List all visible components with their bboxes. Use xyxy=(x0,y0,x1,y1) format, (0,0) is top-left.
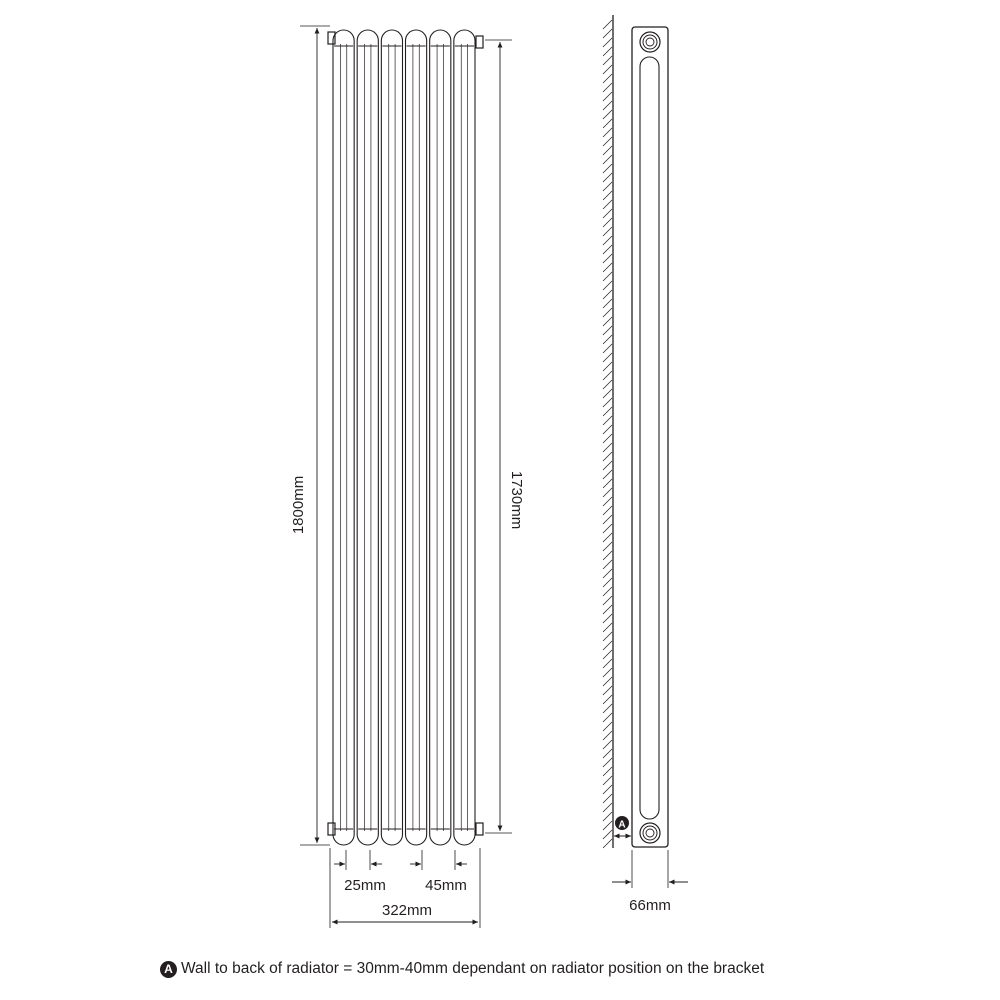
hatch-line xyxy=(603,281,612,290)
hatch-line xyxy=(603,479,612,488)
footnote xyxy=(160,958,764,980)
hatch-line xyxy=(603,155,612,164)
bottom-left-valve xyxy=(328,823,335,835)
hatch-line xyxy=(603,551,612,560)
hatch-line xyxy=(603,290,612,299)
top-left-valve xyxy=(328,32,335,44)
hatch-line xyxy=(603,623,612,632)
hatch-line xyxy=(603,389,612,398)
side-view xyxy=(603,15,688,914)
hatch-line xyxy=(603,110,612,119)
hatch-line xyxy=(603,461,612,470)
hatch-line xyxy=(603,659,612,668)
hatch-line xyxy=(603,785,612,794)
hatch-line xyxy=(603,578,612,587)
height-label: 1800mm xyxy=(290,475,307,535)
footnote-text: Wall to back of radiator = 30mm-40mm dependant on radiator position on the bracket xyxy=(181,960,765,977)
hatch-line xyxy=(603,407,612,416)
centres-dimension xyxy=(485,40,525,833)
hatch-line xyxy=(603,227,612,236)
hatch-line xyxy=(603,821,612,830)
column-outline xyxy=(454,30,475,845)
hatch-line xyxy=(603,758,612,767)
hatch-line xyxy=(603,308,612,317)
depth-dimension xyxy=(612,850,688,914)
hatch-line xyxy=(603,236,612,245)
depth-label: 66mm xyxy=(629,897,671,914)
hatch-line xyxy=(603,200,612,209)
hatch-line xyxy=(603,488,612,497)
hatch-line xyxy=(603,452,612,461)
radiator-side-profile xyxy=(632,27,668,847)
hatch-line xyxy=(603,731,612,740)
hatch-line xyxy=(603,740,612,749)
hatch-line xyxy=(603,677,612,686)
hatch-line xyxy=(603,380,612,389)
radiator-column xyxy=(406,30,427,845)
column-dimension xyxy=(410,864,467,894)
hatch-line xyxy=(603,767,612,776)
width-label: 322mm xyxy=(381,902,433,919)
hatch-line xyxy=(603,128,612,137)
hatch-line xyxy=(603,209,612,218)
radiator-column xyxy=(430,30,451,845)
bottom-right-valve xyxy=(476,823,483,835)
hatch-line xyxy=(603,20,612,29)
hatch-line xyxy=(603,272,612,281)
hatch-line xyxy=(603,794,612,803)
hatch-line xyxy=(603,596,612,605)
wall-hatching xyxy=(603,20,612,848)
hatch-line xyxy=(603,650,612,659)
hatch-line xyxy=(603,317,612,326)
hatch-line xyxy=(603,614,612,623)
wall-gap-marker: A xyxy=(618,819,626,831)
column-outline xyxy=(381,30,402,845)
hatch-line xyxy=(603,398,612,407)
hatch-line xyxy=(603,164,612,173)
hatch-line xyxy=(603,830,612,839)
hatch-line xyxy=(603,704,612,713)
hatch-line xyxy=(603,101,612,110)
hatch-line xyxy=(603,137,612,146)
hatch-line xyxy=(603,263,612,272)
hatch-line xyxy=(603,92,612,101)
hatch-line xyxy=(603,344,612,353)
footnote-marker: A xyxy=(160,961,177,978)
height-dimension xyxy=(290,26,330,845)
wall xyxy=(603,15,613,848)
hatch-line xyxy=(603,668,612,677)
width-dimension xyxy=(332,902,478,922)
column-outline xyxy=(357,30,378,845)
hatch-line xyxy=(603,326,612,335)
centres-label: 1730mm xyxy=(508,470,525,530)
hatch-line xyxy=(603,605,612,614)
hatch-line xyxy=(603,38,612,47)
hatch-line xyxy=(603,569,612,578)
hatch-line xyxy=(603,524,612,533)
hatch-line xyxy=(603,74,612,83)
hatch-line xyxy=(603,542,612,551)
column-outline xyxy=(430,30,451,845)
hatch-line xyxy=(603,146,612,155)
hatch-line xyxy=(603,65,612,74)
hatch-line xyxy=(603,119,612,128)
bottom-valve-circle xyxy=(640,823,660,843)
hatch-line xyxy=(603,695,612,704)
hatch-line xyxy=(603,245,612,254)
hatch-line xyxy=(603,776,612,785)
hatch-line xyxy=(603,218,612,227)
hatch-line xyxy=(603,515,612,524)
hatch-line xyxy=(603,686,612,695)
column-label: 45mm xyxy=(425,877,467,894)
hatch-line xyxy=(603,812,612,821)
hatch-line xyxy=(603,56,612,65)
hatch-line xyxy=(603,362,612,371)
hatch-line xyxy=(603,641,612,650)
hatch-line xyxy=(603,713,612,722)
radiator-column xyxy=(381,30,402,845)
hatch-line xyxy=(603,191,612,200)
hatch-line xyxy=(603,182,612,191)
hatch-line xyxy=(603,371,612,380)
hatch-line xyxy=(603,533,612,542)
hatch-line xyxy=(603,425,612,434)
hatch-line xyxy=(603,434,612,443)
wall-gap-dimension xyxy=(614,816,631,836)
column-outline xyxy=(333,30,354,845)
radiator-columns xyxy=(333,30,475,845)
hatch-line xyxy=(603,29,612,38)
hatch-line xyxy=(603,254,612,263)
hatch-line xyxy=(603,173,612,182)
hatch-line xyxy=(603,803,612,812)
top-valve-circle xyxy=(640,32,660,52)
hatch-line xyxy=(603,470,612,479)
hatch-line xyxy=(603,47,612,56)
hatch-line xyxy=(603,506,612,515)
column-outline xyxy=(406,30,427,845)
hatch-line xyxy=(603,587,612,596)
top-right-valve xyxy=(476,36,483,48)
gap-label: 25mm xyxy=(344,877,386,894)
radiator-column xyxy=(357,30,378,845)
hatch-line xyxy=(603,497,612,506)
gap-dimension xyxy=(334,864,386,894)
hatch-line xyxy=(603,443,612,452)
hatch-line xyxy=(603,335,612,344)
hatch-line xyxy=(603,560,612,569)
radiator-column xyxy=(333,30,354,845)
hatch-line xyxy=(603,722,612,731)
hatch-line xyxy=(603,416,612,425)
hatch-line xyxy=(603,83,612,92)
hatch-line xyxy=(603,839,612,848)
front-view xyxy=(290,26,525,928)
hatch-line xyxy=(603,749,612,758)
hatch-line xyxy=(603,632,612,641)
hatch-line xyxy=(603,299,612,308)
hatch-line xyxy=(603,353,612,362)
radiator-column xyxy=(454,30,475,845)
